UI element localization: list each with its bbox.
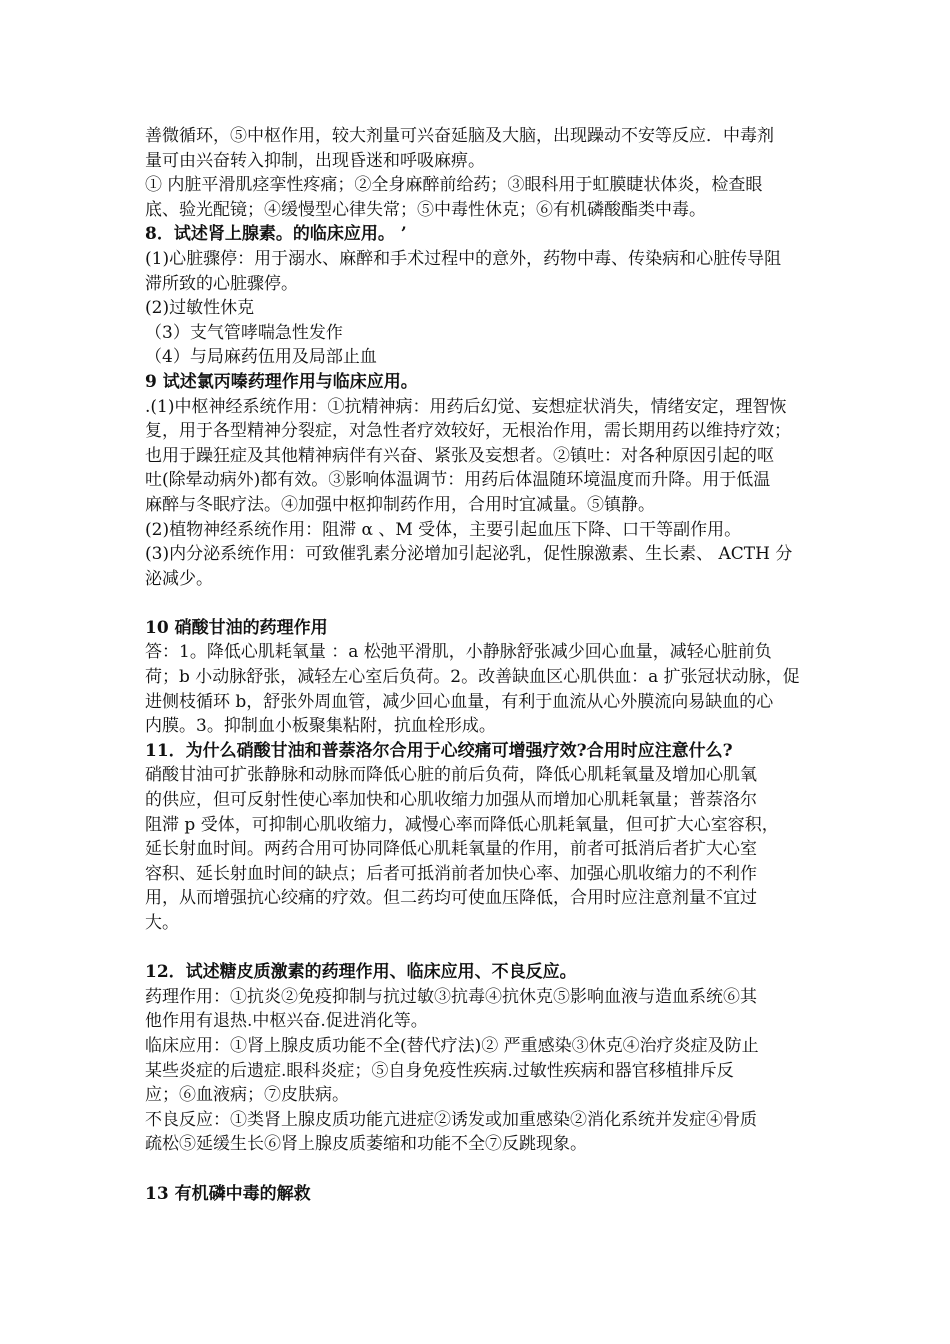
section-q13 [145, 1182, 837, 1207]
text-line: 临床应用：①肾上腺皮质功能不全(替代疗法)② 严重感染③休克④治疗炎症及防止 [145, 1035, 759, 1056]
text-line: 硝酸甘油可扩张静脉和动脉而降低心脏的前后负荷，降低心肌耗氧量及增加心肌氧 [145, 765, 757, 786]
text-line: (3)内分泌系统作用：可致催乳素分泌增加引起泌乳，促性腺激素、生长素、 ACTH 分 [145, 544, 793, 565]
text-line: 大。 [145, 913, 179, 933]
section-heading: 11．为什么硝酸甘油和普萘洛尔合用于心绞痛可增强疗效?合用时应注意什么? [145, 740, 733, 761]
text-line: 应；⑥血液病；⑦皮肤病。 [145, 1085, 349, 1106]
section-heading: 10 硝酸甘油的药理作用 [145, 617, 328, 638]
text-line: 药理作用：①抗炎②免疫抑制与抗过敏③抗毒④抗休克⑤影响血液与造血系统⑥其 [145, 986, 757, 1007]
blank-line [145, 1157, 837, 1182]
text-line: 滞所致的心脏骤停。 [145, 273, 298, 294]
section-q12 [145, 960, 837, 1157]
text-line: 的供应，但可反射性使心率加快和心肌收缩力加强从而增加心肌耗氧量；普萘洛尔 [145, 790, 757, 811]
text-line: 他作用有退热.中枢兴奋.促进消化等。 [145, 1011, 428, 1032]
text-line: 内膜。3。抑制血小板聚集粘附，抗血栓形成。 [145, 716, 496, 737]
text-line: (2)植物神经系统作用：阻滞 α 、M 受体，主要引起血压下降、口干等副作用。 [145, 519, 742, 540]
text-line: 答：1。降低心肌耗氧量 ：a 松弛平滑肌，小静脉舒张减少回心血量，减轻心脏前负 [145, 642, 772, 663]
text-line: 善微循环，⑤中枢作用，较大剂量可兴奋延脑及大脑，出现躁动不安等反应．中毒剂 [145, 126, 774, 146]
section-q8 [145, 222, 837, 370]
text-line: 复，用于各型精神分裂症，对急性者疗效较好，无根治作用，需长期用药以维持疗效； [145, 421, 791, 442]
text-line: ① 内脏平滑肌痉挛性疼痛；②全身麻醉前给药；③眼科用于虹膜睫状体炎，检查眼 [145, 175, 763, 196]
text-line: 不良反应：①类肾上腺皮质功能亢进症②诱发或加重感染②消化系统并发症④骨质 [145, 1109, 757, 1130]
text-line: 麻醉与冬眠疗法。④加强中枢抑制药作用，合用时宜减量。⑤镇静。 [145, 494, 655, 515]
section-q9 [145, 370, 837, 591]
section-intro [145, 124, 837, 222]
section-heading: 13 有机磷中毒的解救 [145, 1183, 311, 1204]
text-line: 泌减少。 [145, 568, 213, 589]
text-line: 某些炎症的后遗症.眼科炎症；⑤自身免疫性疾病.过敏性疾病和器官移植排斥反 [145, 1060, 734, 1081]
text-line: 疏松⑤延缓生长⑥肾上腺皮质萎缩和功能不全⑦反跳现象。 [145, 1134, 587, 1155]
section-heading: 8．试述肾上腺素。的临床应用。 ’ [145, 224, 407, 245]
text-line: 容积、延长射血时间的缺点；后者可抵消前者加快心率、加强心肌收缩力的不利作 [145, 863, 757, 884]
text-line: 进侧枝循环 b，舒张外周血管，减少回心血量，有利于血流从心外膜流向易缺血的心 [145, 691, 774, 712]
text-line: 也用于躁狂症及其他精神病伴有兴奋、紧张及妄想者。②镇吐：对各种原因引起的呕 [145, 445, 774, 466]
text-line: 底、验光配镜；④缓慢型心律失常；⑤中毒性休克；⑥有机磷酸酯类中毒。 [145, 199, 706, 220]
section-heading: 12．试述糖皮质激素的药理作用、临床应用、不良反应。 [145, 962, 577, 983]
text-line: (2)过敏性休克 [145, 298, 255, 319]
text-line: 延长射血时间。两药合用可协同降低心肌耗氧量的作用，前者可抵消后者扩大心室 [145, 839, 757, 860]
document-page [145, 124, 837, 1206]
text-line: .(1)中枢神经系统作用：①抗精神病：用药后幻觉、妄想症状消失，情绪安定，理智恢 [145, 396, 787, 417]
text-line: （3）支气管哮喘急性发作 [145, 322, 343, 343]
section-q11 [145, 739, 837, 936]
text-line: （4）与局麻药伍用及局部止血 [145, 347, 377, 368]
text-line: (1)心脏骤停：用于溺水、麻醉和手术过程中的意外，药物中毒、传染病和心脏传导阻 [145, 248, 782, 269]
text-line: 荷；b 小动脉舒张，减轻左心室后负荷。2。改善缺血区心肌供血：a 扩张冠状动脉，促 [145, 667, 800, 688]
text-line: 吐(除晕动病外)都有效。③影响体温调节：用药后体温随环境温度而升降。用于低温 [145, 470, 771, 491]
section-q10 [145, 616, 837, 739]
text-line: 量可由兴奋转入抑制，出现昏迷和呼吸麻痹。 [145, 150, 485, 171]
blank-line [145, 936, 837, 961]
text-line: 用，从而增强抗心绞痛的疗效。但二药均可使血压降低，合用时应注意剂量不宜过 [145, 888, 757, 909]
text-line: 阻滞 p 受体，可抑制心肌收缩力，减慢心率而降低心肌耗氧量，但可扩大心室容积， [145, 814, 779, 835]
section-heading: 9 试述氯丙嗪药理作用与临床应用。 [145, 371, 418, 392]
blank-line [145, 591, 837, 616]
